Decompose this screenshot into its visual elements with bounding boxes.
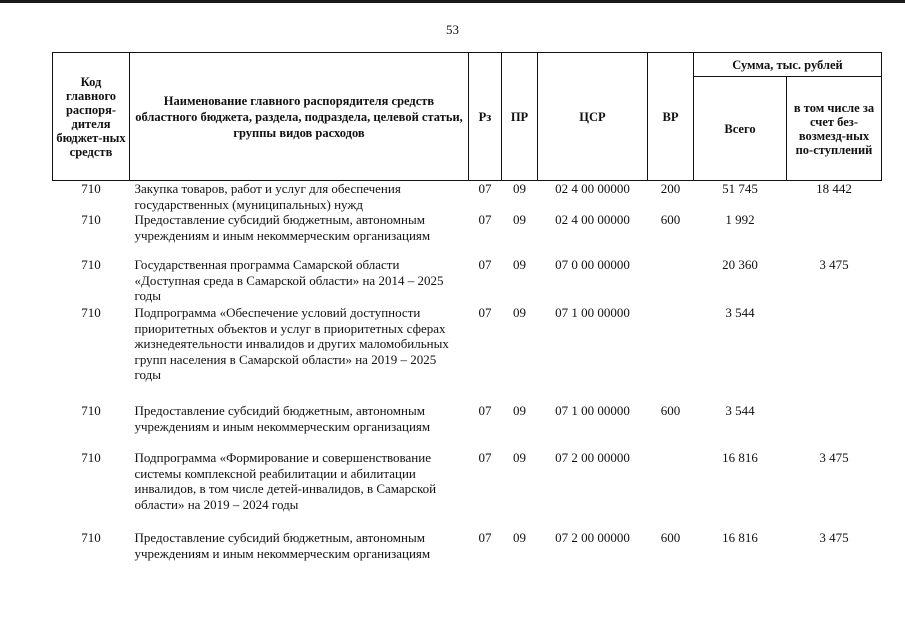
table-row [53, 530, 882, 578]
header-code: Код главного распоря-дителя бюджет-ных средств [53, 53, 130, 181]
table-row [53, 212, 882, 257]
cell-name: Подпрограмма «Формирование и совершенствование системы комплексной реабилитации и абилитации инвалидов, в том числе детей-инвалидов, в Самарской области» на 2019 – 2024 годы [134, 450, 437, 512]
cell-total: 3 544 [725, 305, 755, 320]
cell-gratuitous: 3 475 [819, 530, 849, 545]
cell-rz: 07 [478, 530, 492, 545]
cell-rz: 07 [478, 181, 492, 196]
header-gratuitous: в том числе за счет без-возмезд-ных по-ступлений [787, 77, 882, 181]
header-name: Наименование главного распорядителя средств областного бюджета, раздела, подраздела, целевой статьи, группы видов расходов [130, 53, 469, 181]
header-total: Всего [694, 77, 787, 181]
cell-pr: 09 [513, 530, 526, 545]
cell-name: Подпрограмма «Обеспечение условий доступности приоритетных объектов и услуг в приоритетных сферах жизнедеятельности инвалидов и других маломобильных групп населения в Самарской области» на 2019 – 2025 годы [134, 305, 449, 382]
cell-pr: 09 [513, 305, 526, 320]
table-row [53, 305, 882, 403]
cell-gratuitous [787, 212, 882, 257]
cell-pr: 09 [513, 403, 526, 418]
cell-vr [648, 305, 694, 403]
cell-csr: 07 1 00 00000 [555, 403, 630, 418]
cell-code: 710 [81, 450, 101, 465]
header-sum: Сумма, тыс. рублей [694, 53, 882, 77]
cell-name: Предоставление субсидий бюджетным, автономным учреждениям и иным некоммерческим организациям [134, 212, 431, 243]
cell-gratuitous [787, 403, 882, 450]
cell-rz: 07 [478, 403, 492, 418]
budget-table [52, 52, 882, 578]
cell-total: 20 360 [722, 257, 758, 272]
cell-vr: 200 [660, 181, 681, 196]
cell-total: 3 544 [725, 403, 755, 418]
cell-vr [648, 257, 694, 305]
cell-gratuitous: 3 475 [819, 450, 849, 465]
cell-name: Предоставление субсидий бюджетным, автономным учреждениям и иным некоммерческим организациям [134, 530, 431, 561]
cell-csr: 02 4 00 00000 [555, 181, 630, 196]
cell-total: 16 816 [722, 530, 758, 545]
cell-gratuitous: 3 475 [819, 257, 849, 272]
table-row [53, 257, 882, 305]
cell-vr: 600 [660, 530, 681, 545]
cell-vr: 600 [660, 212, 681, 227]
cell-pr: 09 [513, 212, 526, 227]
table-row [53, 181, 882, 213]
cell-total: 16 816 [722, 450, 758, 465]
cell-rz: 07 [478, 257, 492, 272]
cell-rz: 07 [478, 212, 492, 227]
cell-code: 710 [81, 403, 101, 418]
cell-code: 710 [81, 257, 101, 272]
cell-name: Закупка товаров, работ и услуг для обеспечения государственных (муниципальных) нужд [134, 181, 401, 212]
table-row [53, 450, 882, 530]
cell-vr: 600 [660, 403, 681, 418]
header-rz: Рз [469, 53, 502, 181]
cell-rz: 07 [478, 305, 492, 320]
header-csr: ЦСР [538, 53, 648, 181]
cell-vr [648, 450, 694, 530]
cell-csr: 07 2 00 00000 [555, 530, 630, 545]
page-number: 53 [446, 22, 459, 37]
cell-gratuitous [787, 305, 882, 403]
cell-csr: 02 4 00 00000 [555, 212, 630, 227]
cell-name: Предоставление субсидий бюджетным, автономным учреждениям и иным некоммерческим организациям [134, 403, 431, 434]
header-pr: ПР [502, 53, 538, 181]
cell-total: 1 992 [725, 212, 755, 227]
header-vr: ВР [648, 53, 694, 181]
cell-name: Государственная программа Самарской области «Доступная среда в Самарской области» на 2014 – 2025 годы [134, 257, 444, 303]
table-row [53, 403, 882, 450]
cell-code: 710 [81, 212, 101, 227]
cell-csr: 07 2 00 00000 [555, 450, 630, 465]
cell-total: 51 745 [722, 181, 758, 196]
cell-code: 710 [81, 530, 101, 545]
cell-pr: 09 [513, 181, 526, 196]
cell-code: 710 [81, 181, 101, 196]
cell-csr: 07 1 00 00000 [555, 305, 630, 320]
cell-gratuitous: 18 442 [816, 181, 852, 196]
cell-csr: 07 0 00 00000 [555, 257, 630, 272]
top-border-line [0, 0, 905, 3]
cell-rz: 07 [478, 450, 492, 465]
cell-pr: 09 [513, 450, 526, 465]
cell-code: 710 [81, 305, 101, 320]
cell-pr: 09 [513, 257, 526, 272]
